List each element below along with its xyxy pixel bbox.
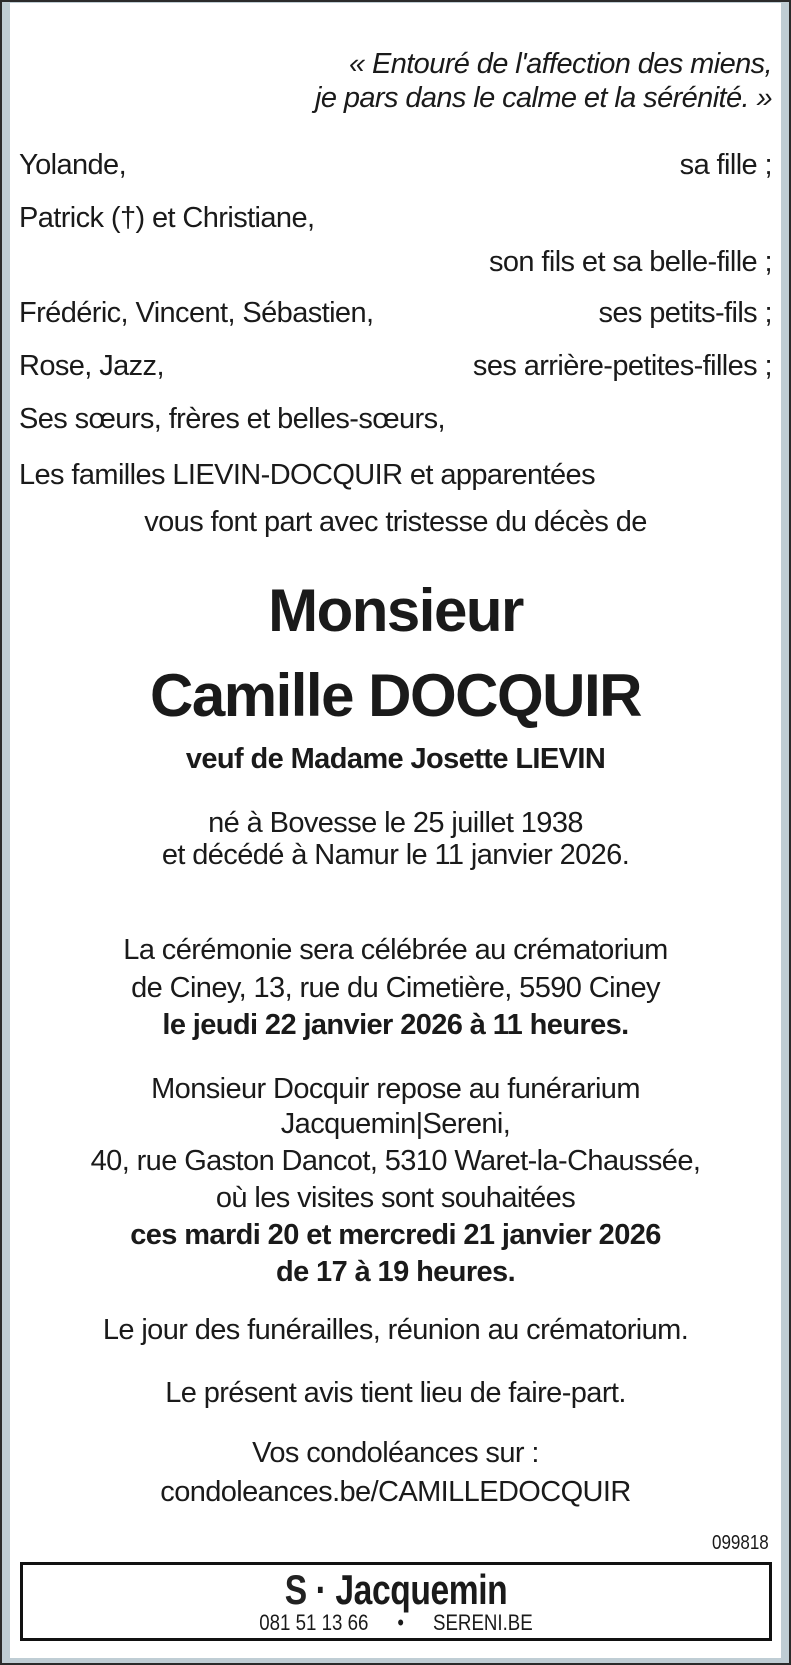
family-relation: son fils et sa belle-fille ; <box>489 246 772 278</box>
visit-line-4: où les visites sont souhaitées <box>215 1182 576 1214</box>
family-name: Patrick (†) et Christiane, <box>19 202 315 234</box>
visit-line-2: Jacquemin|Sereni, <box>280 1108 511 1140</box>
family-name: Les familles LIEVIN-DOCQUIR et apparentées <box>19 459 595 491</box>
birth-text: né à Bovesse le 25 juillet 1938 <box>208 807 583 839</box>
funeral-home-contact <box>79 1611 713 1635</box>
ceremony-line-2: de Ciney, 13, rue du Cimetière, 5590 Ciney <box>131 972 660 1004</box>
funeral-home-box <box>20 1562 772 1641</box>
deceased-title: Monsieur <box>268 577 523 644</box>
notice-text: Le présent avis tient lieu de faire-part. <box>165 1377 626 1409</box>
bullet-separator: • <box>397 1610 404 1635</box>
visit-date-1: ces mardi 20 et mercredi 21 janvier 2026 <box>130 1219 661 1251</box>
logo-separator: · <box>315 1566 327 1613</box>
visit-date-2: de 17 à 19 heures. <box>275 1256 516 1288</box>
phone-number: 081 51 13 66 <box>259 1610 369 1635</box>
logo-s: S <box>284 1566 307 1613</box>
visit-line-1: Monsieur Docquir repose au funérarium <box>151 1073 640 1105</box>
logo-name: Jacquemin <box>335 1566 508 1613</box>
death-text: et décédé à Namur le 11 janvier 2026. <box>161 839 630 871</box>
family-name: Frédéric, Vincent, Sébastien, <box>19 297 374 329</box>
reference-number: 099818 <box>712 1532 769 1554</box>
family-name: Rose, Jazz, <box>19 350 164 382</box>
visit-line-3: 40, rue Gaston Dancot, 5310 Waret-la-Chaussée, <box>90 1145 701 1177</box>
condolences-link[interactable]: condoleances.be/CAMILLEDOCQUIR <box>160 1476 631 1508</box>
deceased-name: Camille DOCQUIR <box>150 662 641 729</box>
quote-line-1: « Entouré de l'affection des miens, <box>348 48 772 80</box>
deceased-spouse: veuf de Madame Josette LIEVIN <box>185 743 606 775</box>
family-relation: ses petits-fils ; <box>598 297 772 329</box>
family-name: Ses sœurs, frères et belles-sœurs, <box>19 403 445 435</box>
quote-line-2: je pars dans le calme et la sérénité. » <box>315 82 772 114</box>
website-link[interactable]: SERENI.BE <box>432 1610 533 1635</box>
family-relation: sa fille ; <box>679 149 772 181</box>
family-relation: ses arrière-petites-filles ; <box>472 350 772 382</box>
condolences-label: Vos condoléances sur : <box>252 1437 539 1469</box>
announce-text: vous font part avec tristesse du décès de <box>144 506 647 538</box>
funeral-home-logo <box>98 1567 695 1613</box>
ceremony-date: le jeudi 22 janvier 2026 à 11 heures. <box>162 1009 629 1041</box>
ceremony-line-1: La cérémonie sera célébrée au crématorium <box>123 934 668 966</box>
meeting-text: Le jour des funérailles, réunion au crématorium. <box>102 1314 689 1346</box>
family-name: Yolande, <box>19 149 127 181</box>
